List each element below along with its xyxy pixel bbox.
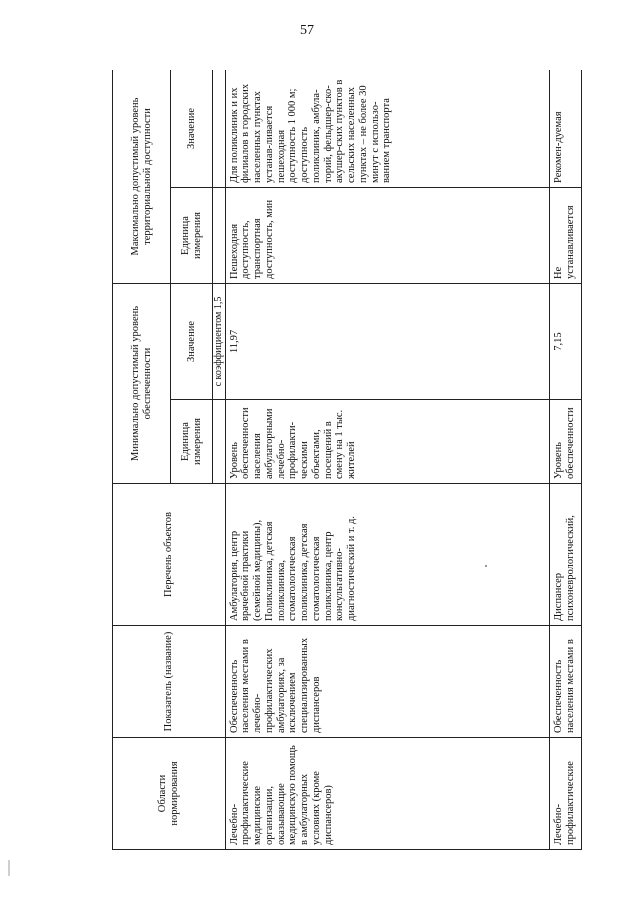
min-value-cell: 11,97 (225, 284, 550, 400)
area-cell: Лечебно-профилактические (550, 738, 582, 850)
standards-table (112, 70, 582, 850)
area-cell: Лечебно-профилактические медицинские организации, оказывающие медицинскую помощь в амбулаторных условиях (кроме диспансеров) (225, 738, 550, 850)
page-number: 57 (300, 23, 314, 38)
table-row (225, 70, 550, 850)
area-header: Области нормирования (113, 738, 226, 850)
indicator-header: Показатель (название) (113, 626, 226, 738)
rotated-table (112, 70, 582, 850)
max-note-empty-cell-1 (212, 188, 225, 284)
max-value-cell: Для поликлиник и их филиалов в городских населенных пунктах устанав-ливается пешеходная доступность 1 000 м; доступность поликлиник, амбула-торий, фельдшер-ско-акушер-ских пунктов в сельских населенных пунктах – не более 30 минут с использо-ванием транспорта (225, 70, 550, 188)
max-level-header: Максимально допустимый уровень территориальной доступности (113, 70, 171, 284)
max-unit-cell: Пешеходная доступность, транспортная доступность, мин (225, 188, 550, 284)
objects-cell: Амбулатория, центр врачебной практики (семейной медицины), Поликлиника, детская поликлиника, стоматологическая поликлиника, детская стоматологическая поликлиника, центр консультативно-диагностический и т. д. (225, 484, 550, 626)
min-unit-cell: Уровень обеспеченности населения амбулаторными лечебно-профилакти-ческими объектами, посещений в смену на 1 тыс. жителей (225, 400, 550, 484)
min-value-header: Значение (171, 284, 213, 400)
min-unit-header: Единица измерения (171, 400, 213, 484)
indicator-cell: Обеспеченность населения местами в лечебно-профилактических амбулаториях, за исключением специализированных диспансеров (225, 626, 550, 738)
rotated-table-stage (112, 70, 582, 850)
coefficient-empty-cell (212, 400, 225, 484)
max-value-header: Значение (171, 70, 213, 188)
indicator-cell: Обеспеченность населения местами в (550, 626, 582, 738)
scan-mark (485, 565, 487, 567)
coefficient-note: с коэффициентом 1,5 (212, 284, 225, 400)
max-unit-header: Единица измерения (171, 188, 213, 284)
objects-cell: Диспансер психоневрологический, (550, 484, 582, 626)
table-row (550, 70, 582, 850)
min-level-header: Минимально допустимый уровень обеспеченности (113, 284, 171, 484)
min-unit-cell: Уровень обеспеченности (550, 400, 582, 484)
max-value-cell: Рекомен-дуемая (550, 70, 582, 188)
max-unit-cell: Не устанавливается (550, 188, 582, 284)
max-note-empty-cell-2 (212, 70, 225, 188)
objects-header: Перечень объектов (113, 484, 226, 626)
scan-edge-mark (8, 860, 10, 876)
min-value-cell: 7,15 (550, 284, 582, 400)
